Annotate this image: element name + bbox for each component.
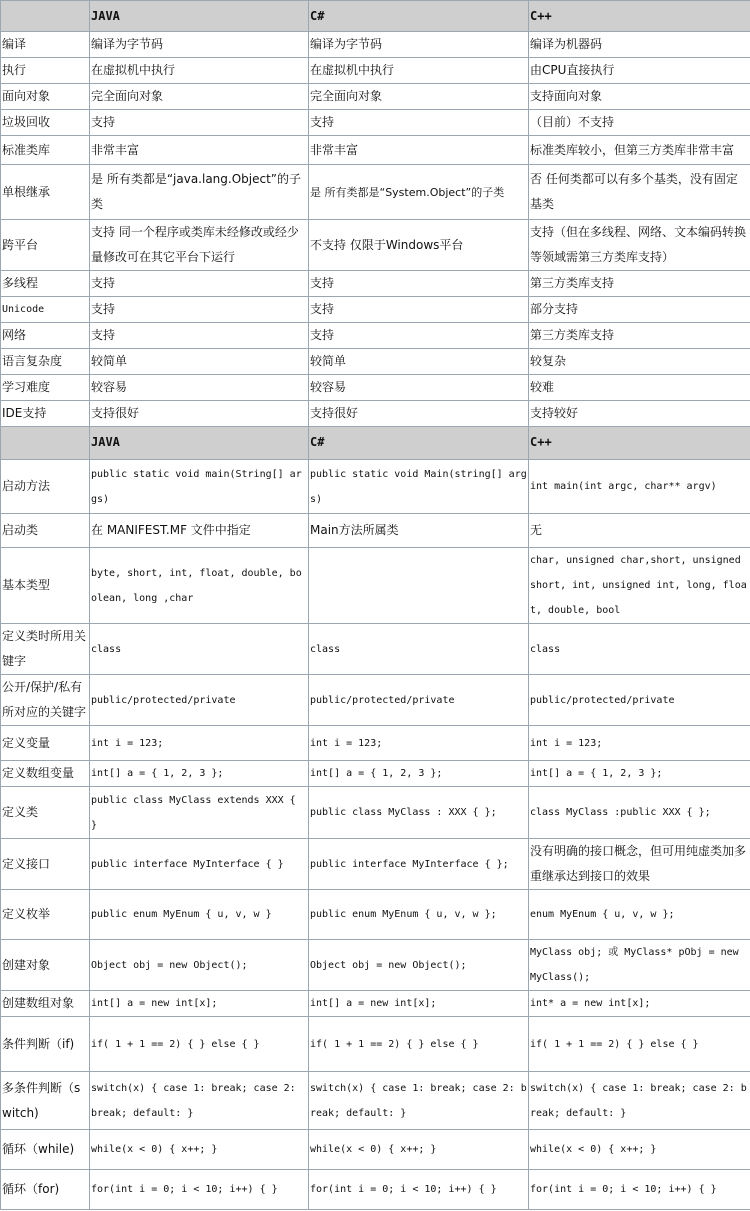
table-row	[1, 675, 750, 726]
row-label: 执行	[1, 58, 90, 84]
row-label: 循环（while)	[1, 1130, 90, 1170]
row-label: 多条件判断（switch)	[1, 1072, 90, 1130]
csharp-cell: 不支持 仅限于Windows平台	[309, 220, 529, 271]
table-row	[1, 271, 750, 297]
csharp-cell: Main方法所属类	[309, 514, 529, 548]
java-cell: 支持很好	[90, 401, 309, 427]
java-cell: 支持	[90, 271, 309, 297]
row-label: 多线程	[1, 271, 90, 297]
cpp-cell: （目前）不支持	[529, 110, 750, 136]
row-label: 条件判断（if)	[1, 1017, 90, 1072]
csharp-cell: int[] a = new int[x];	[309, 991, 529, 1017]
java-cell: byte, short, int, float, double, boolean, long ,char	[90, 548, 309, 624]
csharp-cell: 是 所有类都是“System.Object”的子类	[309, 165, 529, 220]
table-row	[1, 787, 750, 839]
cpp-cell: int i = 123;	[529, 726, 750, 761]
csharp-cell: 支持	[309, 271, 529, 297]
header-cell-cpp: C++	[529, 427, 750, 460]
row-label: IDE支持	[1, 401, 90, 427]
cpp-cell: 由CPU直接执行	[529, 58, 750, 84]
java-cell: 完全面向对象	[90, 84, 309, 110]
table-body	[1, 1, 750, 1210]
row-label: 定义枚举	[1, 890, 90, 940]
cpp-cell: MyClass obj; 或 MyClass* pObj = new MyClass();	[529, 940, 750, 991]
cpp-cell: 较难	[529, 375, 750, 401]
java-cell: 在虚拟机中执行	[90, 58, 309, 84]
java-cell: 较容易	[90, 375, 309, 401]
cpp-cell: class MyClass :public XXX { };	[529, 787, 750, 839]
cpp-cell: switch(x) { case 1: break; case 2: break; default: }	[529, 1072, 750, 1130]
table-row	[1, 624, 750, 675]
java-cell: 在 MANIFEST.MF 文件中指定	[90, 514, 309, 548]
cpp-cell: 没有明确的接口概念，但可用纯虚类加多重继承达到接口的效果	[529, 839, 750, 890]
java-cell: int i = 123;	[90, 726, 309, 761]
header-cell-blank	[1, 427, 90, 460]
cpp-cell: 第三方类库支持	[529, 323, 750, 349]
table-row	[1, 110, 750, 136]
row-label: 跨平台	[1, 220, 90, 271]
csharp-cell: Object obj = new Object();	[309, 940, 529, 991]
java-cell: public/protected/private	[90, 675, 309, 726]
java-cell: public static void main(String[] args)	[90, 460, 309, 514]
table-row	[1, 726, 750, 761]
table-row	[1, 460, 750, 514]
table-row	[1, 58, 750, 84]
cpp-cell: 否 任何类都可以有多个基类，没有固定基类	[529, 165, 750, 220]
cpp-cell: int* a = new int[x];	[529, 991, 750, 1017]
csharp-cell: public/protected/private	[309, 675, 529, 726]
cpp-cell: 标准类库较小，但第三方类库非常丰富	[529, 136, 750, 165]
row-label: 定义数组变量	[1, 761, 90, 787]
csharp-cell: 在虚拟机中执行	[309, 58, 529, 84]
java-cell: switch(x) { case 1: break; case 2: break; default: }	[90, 1072, 309, 1130]
table-row	[1, 548, 750, 624]
java-cell: public interface MyInterface { }	[90, 839, 309, 890]
section2-header-row	[1, 427, 750, 460]
java-cell: int[] a = { 1, 2, 3 };	[90, 761, 309, 787]
java-cell: class	[90, 624, 309, 675]
row-label: 编译	[1, 32, 90, 58]
csharp-cell: 支持	[309, 323, 529, 349]
row-label: 定义接口	[1, 839, 90, 890]
cpp-cell: class	[529, 624, 750, 675]
row-label: 公开/保护/私有所对应的关键字	[1, 675, 90, 726]
cpp-cell: 第三方类库支持	[529, 271, 750, 297]
java-cell: for(int i = 0; i < 10; i++) { }	[90, 1170, 309, 1210]
section1-header-row	[1, 1, 750, 32]
csharp-cell: 非常丰富	[309, 136, 529, 165]
java-cell: Object obj = new Object();	[90, 940, 309, 991]
row-label: 定义类时所用关键字	[1, 624, 90, 675]
cpp-cell: 较复杂	[529, 349, 750, 375]
table-row	[1, 839, 750, 890]
table-row	[1, 890, 750, 940]
table-row	[1, 136, 750, 165]
csharp-cell: int i = 123;	[309, 726, 529, 761]
row-label: 基本类型	[1, 548, 90, 624]
cpp-cell: 部分支持	[529, 297, 750, 323]
java-cell: 支持 同一个程序或类库未经修改或经少量修改可在其它平台下运行	[90, 220, 309, 271]
java-cell: 编译为字节码	[90, 32, 309, 58]
table-row	[1, 220, 750, 271]
csharp-cell: if( 1 + 1 == 2) { } else { }	[309, 1017, 529, 1072]
csharp-cell: public enum MyEnum { u, v, w };	[309, 890, 529, 940]
csharp-cell: int[] a = { 1, 2, 3 };	[309, 761, 529, 787]
csharp-cell: switch(x) { case 1: break; case 2: break; default: }	[309, 1072, 529, 1130]
table-row	[1, 761, 750, 787]
java-cell: int[] a = new int[x];	[90, 991, 309, 1017]
row-label: 循环（for)	[1, 1170, 90, 1210]
cpp-cell: 无	[529, 514, 750, 548]
java-cell: public enum MyEnum { u, v, w }	[90, 890, 309, 940]
java-cell: 较简单	[90, 349, 309, 375]
java-cell: 支持	[90, 323, 309, 349]
java-cell: 是 所有类都是“java.lang.Object”的子类	[90, 165, 309, 220]
cpp-cell: 支持（但在多线程、网络、文本编码转换等领域需第三方类库支持）	[529, 220, 750, 271]
java-cell: while(x < 0) { x++; }	[90, 1130, 309, 1170]
csharp-cell: 编译为字节码	[309, 32, 529, 58]
cpp-cell: for(int i = 0; i < 10; i++) { }	[529, 1170, 750, 1210]
cpp-cell: char, unsigned char,short, unsigned short, int, unsigned int, long, float, double, bool	[529, 548, 750, 624]
header-cell-java: JAVA	[90, 427, 309, 460]
table-row	[1, 940, 750, 991]
header-cell-blank	[1, 1, 90, 32]
row-label: 启动类	[1, 514, 90, 548]
cpp-cell: while(x < 0) { x++; }	[529, 1130, 750, 1170]
csharp-cell: 完全面向对象	[309, 84, 529, 110]
row-label: 面向对象	[1, 84, 90, 110]
csharp-cell: 较简单	[309, 349, 529, 375]
header-cell-java: JAVA	[90, 1, 309, 32]
table-row	[1, 375, 750, 401]
row-label: 垃圾回收	[1, 110, 90, 136]
header-cell-cpp: C++	[529, 1, 750, 32]
csharp-cell: public interface MyInterface { };	[309, 839, 529, 890]
cpp-cell: 支持较好	[529, 401, 750, 427]
row-label: Unicode	[1, 297, 90, 323]
table-row	[1, 401, 750, 427]
csharp-cell: 较容易	[309, 375, 529, 401]
csharp-cell: class	[309, 624, 529, 675]
table-row	[1, 84, 750, 110]
csharp-cell	[309, 548, 529, 624]
header-cell-csharp: C#	[309, 1, 529, 32]
table-row	[1, 297, 750, 323]
row-label: 创建对象	[1, 940, 90, 991]
table-row	[1, 349, 750, 375]
table-row	[1, 1017, 750, 1072]
csharp-cell: public static void Main(string[] args)	[309, 460, 529, 514]
java-cell: if( 1 + 1 == 2) { } else { }	[90, 1017, 309, 1072]
table-row	[1, 514, 750, 548]
java-cell: 非常丰富	[90, 136, 309, 165]
cpp-cell: int main(int argc, char** argv)	[529, 460, 750, 514]
csharp-cell: while(x < 0) { x++; }	[309, 1130, 529, 1170]
table-row	[1, 165, 750, 220]
csharp-cell: public class MyClass : XXX { };	[309, 787, 529, 839]
csharp-cell: for(int i = 0; i < 10; i++) { }	[309, 1170, 529, 1210]
java-cell: 支持	[90, 297, 309, 323]
cpp-cell: public/protected/private	[529, 675, 750, 726]
csharp-cell: 支持很好	[309, 401, 529, 427]
table-row	[1, 1130, 750, 1170]
table-row	[1, 1170, 750, 1210]
row-label: 标准类库	[1, 136, 90, 165]
row-label: 网络	[1, 323, 90, 349]
cpp-cell: int[] a = { 1, 2, 3 };	[529, 761, 750, 787]
row-label: 定义变量	[1, 726, 90, 761]
row-label: 定义类	[1, 787, 90, 839]
java-cell: public class MyClass extends XXX { }	[90, 787, 309, 839]
header-cell-csharp: C#	[309, 427, 529, 460]
row-label: 语言复杂度	[1, 349, 90, 375]
cpp-cell: 编译为机器码	[529, 32, 750, 58]
table-row	[1, 323, 750, 349]
cpp-cell: enum MyEnum { u, v, w };	[529, 890, 750, 940]
csharp-cell: 支持	[309, 297, 529, 323]
table-row	[1, 32, 750, 58]
row-label: 启动方法	[1, 460, 90, 514]
cpp-cell: if( 1 + 1 == 2) { } else { }	[529, 1017, 750, 1072]
row-label: 学习难度	[1, 375, 90, 401]
row-label: 创建数组对象	[1, 991, 90, 1017]
table-row	[1, 991, 750, 1017]
csharp-cell: 支持	[309, 110, 529, 136]
table-row	[1, 1072, 750, 1130]
row-label: 单根继承	[1, 165, 90, 220]
cpp-cell: 支持面向对象	[529, 84, 750, 110]
java-cell: 支持	[90, 110, 309, 136]
